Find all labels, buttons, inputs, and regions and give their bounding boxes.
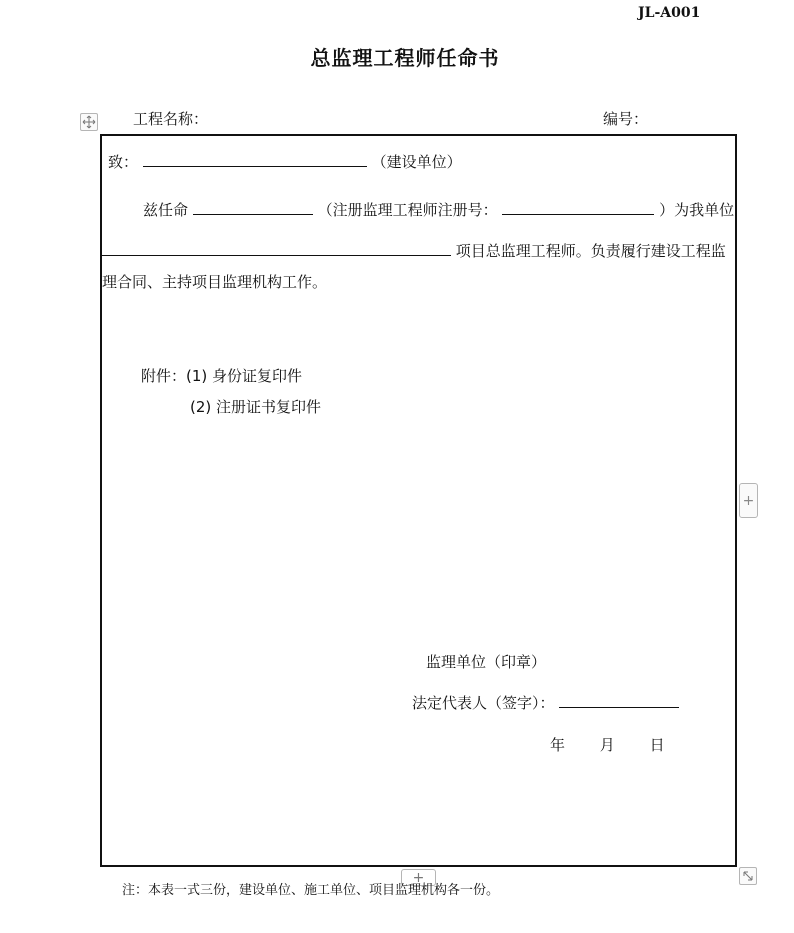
signature-blank[interactable] bbox=[559, 692, 679, 708]
table-move-handle[interactable] bbox=[80, 113, 98, 131]
move-icon bbox=[82, 115, 96, 129]
project-name-label: 工程名称： bbox=[133, 110, 209, 128]
plus-icon: + bbox=[742, 492, 755, 509]
recipient-prefix: 致： bbox=[108, 153, 139, 171]
project-blank[interactable] bbox=[102, 240, 451, 256]
month-label: 月 bbox=[599, 736, 615, 754]
resize-icon bbox=[742, 870, 754, 882]
duty-text: 理合同、主持项目监理机构工作。 bbox=[102, 273, 328, 291]
document-number-label: 编号： bbox=[603, 110, 649, 128]
project-suffix: 项目总监理工程师。负责履行建设工程监 bbox=[455, 242, 726, 260]
legal-representative-line bbox=[412, 692, 679, 713]
legal-representative-label: 法定代表人（签字）： bbox=[412, 694, 555, 712]
appointment-line bbox=[143, 199, 734, 220]
table-resize-handle[interactable] bbox=[739, 867, 757, 885]
attachment-item-2: (2) 注册证书复印件 bbox=[190, 398, 322, 416]
recipient-blank[interactable] bbox=[143, 151, 367, 167]
appointee-name-blank[interactable] bbox=[193, 199, 313, 215]
document-title: 总监理工程师任命书 bbox=[310, 46, 500, 70]
attachment-item-1: 附件：(1) 身份证复印件 bbox=[141, 367, 303, 385]
day-label: 日 bbox=[649, 736, 665, 754]
plus-icon: + bbox=[412, 869, 425, 886]
appointment-middle: （注册监理工程师注册号： bbox=[317, 201, 498, 219]
project-line bbox=[102, 240, 726, 261]
recipient-suffix: （建设单位） bbox=[371, 153, 462, 171]
date-line bbox=[550, 734, 695, 755]
year-label: 年 bbox=[550, 736, 566, 754]
add-column-button[interactable] bbox=[739, 483, 758, 518]
appointment-prefix: 兹任命 bbox=[143, 201, 189, 219]
registration-number-blank[interactable] bbox=[502, 199, 654, 215]
footnote: 注：本表一式三份，建设单位、施工单位、项目监理机构各一份。 bbox=[122, 883, 500, 898]
recipient-line bbox=[108, 151, 462, 172]
seal-label: 监理单位（印章） bbox=[426, 653, 547, 671]
document-code: JL-A001 bbox=[638, 5, 701, 21]
appointment-suffix: ）为我单位 bbox=[659, 201, 735, 219]
